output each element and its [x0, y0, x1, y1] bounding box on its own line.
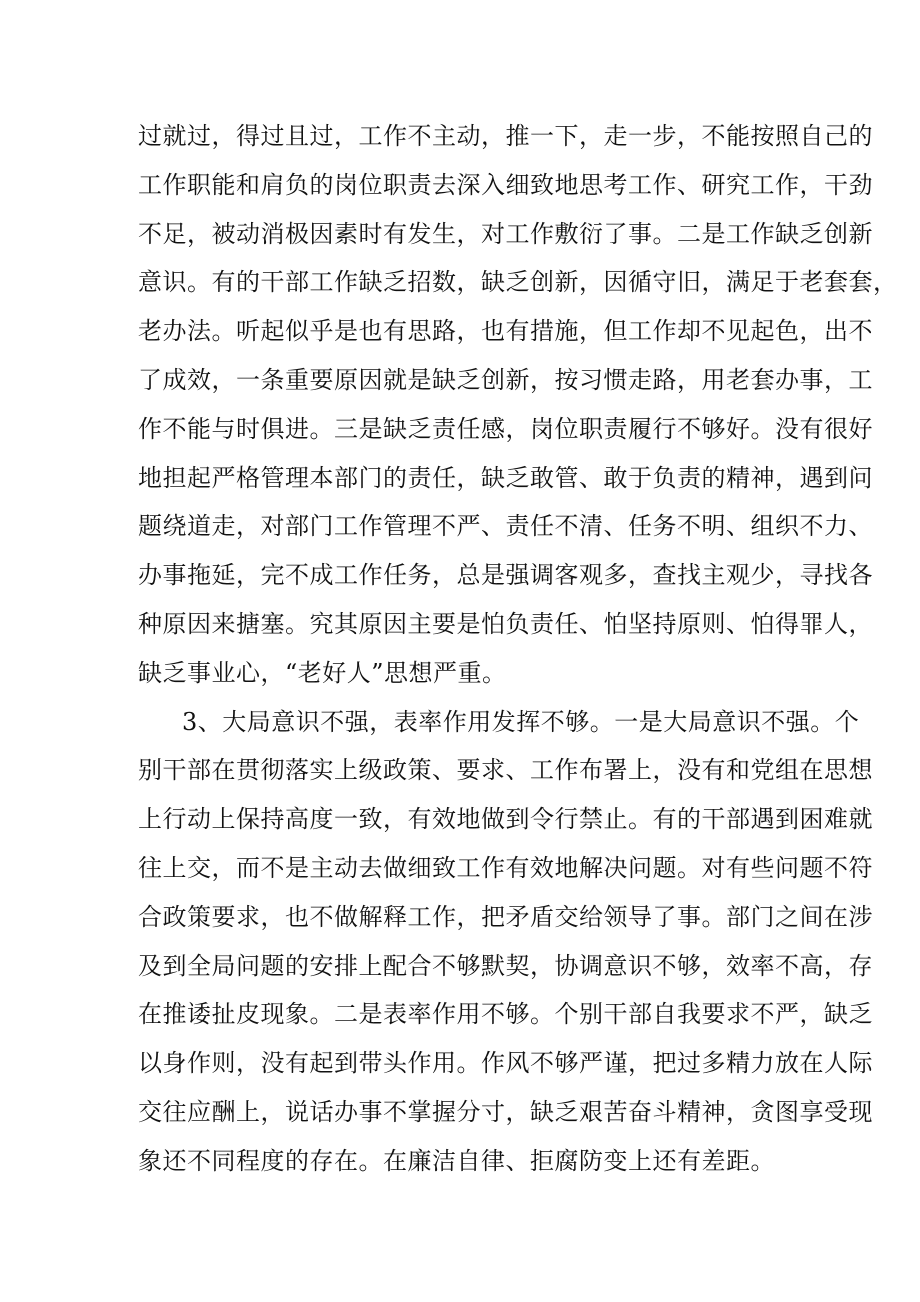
text-line: 往上交，而不是主动去做细致工作有效地解决问题。对有些问题不符 — [138, 853, 873, 882]
text-line: 别干部在贯彻落实上级政策、要求、工作布署上，没有和党组在思想 — [138, 756, 873, 785]
text-line: 交往应酬上，说话办事不掌握分寸，缺乏艰苦奋斗精神，贪图享受现 — [138, 1097, 873, 1126]
section-heading-line: 3、大局意识不强，表率作用发挥不够。一是大局意识不强。个 — [182, 707, 860, 736]
text-line: 在推诿扯皮现象。二是表率作用不够。个别干部自我要求不严，缺乏 — [138, 1000, 873, 1029]
text-line: 以身作则，没有起到带头作用。作风不够严谨，把过多精力放在人际 — [138, 1049, 873, 1078]
text-line: 意识。有的干部工作缺乏招数，缺乏创新，因循守旧，满足于老套套， — [138, 268, 898, 297]
text-line: 办事拖延，完不成工作任务，总是强调客观多，查找主观少，寻找各 — [138, 561, 873, 590]
text-line: 作不能与时俱进。三是缺乏责任感，岗位职责履行不够好。没有很好 — [138, 414, 873, 443]
text-line: 地担起严格管理本部门的责任，缺乏敢管、敢于负责的精神，遇到问 — [138, 463, 873, 492]
text-line: 缺乏事业心，“老好人”思想严重。 — [138, 658, 507, 687]
text-line: 了成效，一条重要原因就是缺乏创新，按习惯走路，用老套办事，工 — [138, 365, 873, 394]
text-line: 工作职能和肩负的岗位职责去深入细致地思考工作、研究工作，干劲 — [138, 170, 873, 199]
text-line: 种原因来搪塞。究其原因主要是怕负责任、怕坚持原则、怕得罪人， — [138, 609, 873, 638]
text-line: 合政策要求，也不做解释工作，把矛盾交给领导了事。部门之间在涉 — [138, 902, 873, 931]
text-line: 上行动上保持高度一致，有效地做到令行禁止。有的干部遇到困难就 — [138, 805, 873, 834]
text-line: 象还不同程度的存在。在廉洁自律、拒腐防变上还有差距。 — [138, 1146, 775, 1175]
text-line: 题绕道走，对部门工作管理不严、责任不清、任务不明、组织不力、 — [138, 512, 873, 541]
text-line: 老办法。听起似乎是也有思路，也有措施，但工作却不见起色，出不 — [138, 317, 873, 346]
text-line: 及到全局问题的安排上配合不够默契，协调意识不够，效率不高，存 — [138, 951, 873, 980]
body-text — [138, 112, 898, 1186]
text-line: 不足，被动消极因素时有发生，对工作敷衍了事。二是工作缺乏创新 — [138, 219, 873, 248]
text-line: 过就过，得过且过，工作不主动，推一下，走一步，不能按照自己的 — [138, 122, 873, 150]
